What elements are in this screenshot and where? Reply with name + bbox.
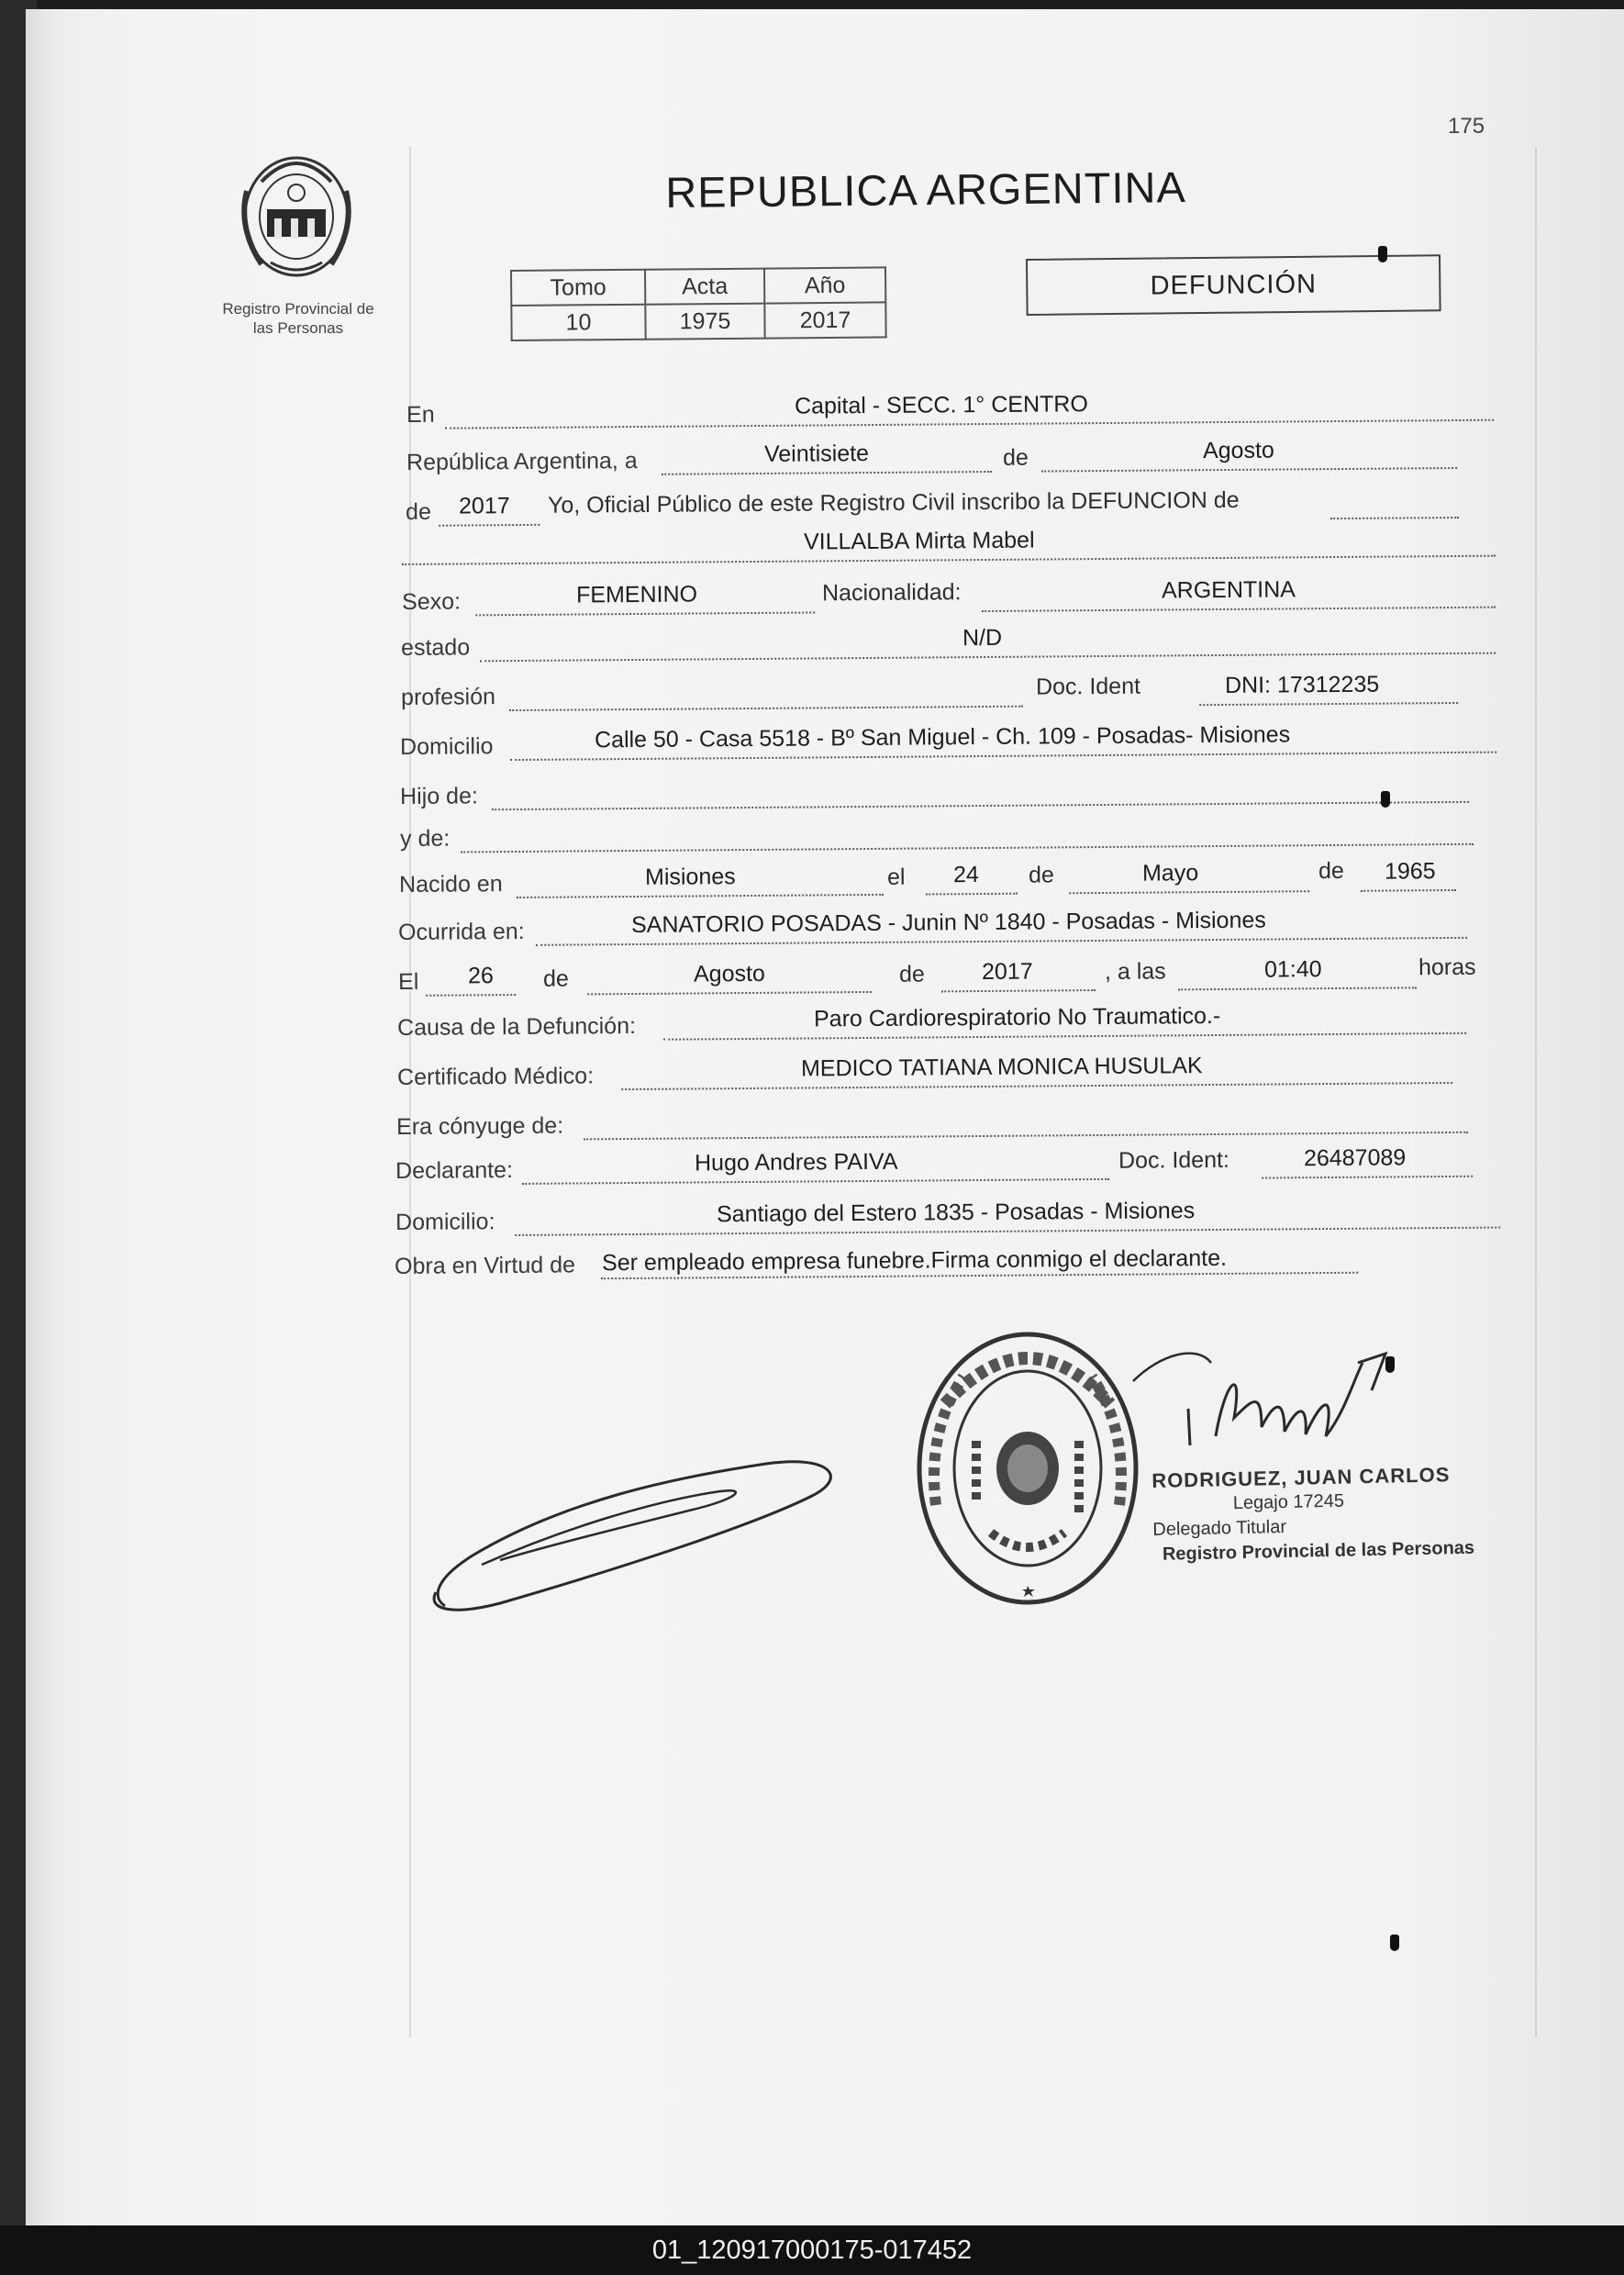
declarante-doc-value: 26487089 [1303,1144,1407,1172]
domicilio-value: Calle 50 - Casa 5518 - Bº San Miguel - Ch. 109 - Posadas- Misiones [594,721,1291,753]
year-de-label: de [406,498,432,525]
punch-mark [1378,246,1387,262]
document-title: REPUBLICA ARGENTINA [665,162,1187,217]
republica-day-value: Veintisiete [763,441,870,467]
table-row [511,302,885,340]
en-value: Capital - SECC. 1° CENTRO [794,391,1088,419]
estado-label: estado [401,634,471,661]
punch-mark [1385,1356,1395,1373]
registro-provincial-label [202,299,395,338]
nacido-dia-value: 24 [952,862,979,888]
conyuge-label: Era cónyuge de: [396,1112,564,1140]
conyuge-dotted-line [584,1106,1468,1141]
punch-mark [1390,1935,1399,1951]
profesion-doc-label: Doc. Ident [1035,673,1141,700]
ocurrida-label: Ocurrida en: [398,918,525,945]
causa-value: Paro Cardiorespiratorio No Traumatico.- [813,1002,1221,1032]
registro-line-2: las Personas [252,319,344,337]
republica-de-label: de [1002,444,1029,471]
y-de-label: y de: [400,825,450,852]
scan-code-footer: 01_120917000175-017452 [0,2225,1624,2275]
profesion-label: profesión [401,684,496,710]
profesion-doc-value: DNI: 17312235 [1224,671,1380,698]
el-label: El [398,968,419,995]
republica-label: República Argentina, a [406,448,638,475]
nacido-label: Nacido en [399,871,503,898]
registro-stamp-icon [908,1322,1147,1624]
nacido-de2-label: de [1318,857,1344,885]
punch-mark [1381,791,1390,808]
sexo-label: Sexo: [402,588,462,615]
nacido-el-label: el [886,864,906,890]
page-number: 175 [1448,114,1485,139]
nacionalidad-label: Nacionalidad: [821,579,962,607]
tomo-value: 10 [511,305,645,340]
republica-month-value: Agosto [1202,437,1274,464]
domicilio-label: Domicilio [400,733,494,760]
acta-value: 1975 [645,304,764,340]
provincial-crest-icon [234,145,359,281]
nacido-mes-value: Mayo [1141,860,1199,887]
anio-value: 2017 [764,302,885,338]
right-border-line [1535,147,1537,2037]
sexo-value: FEMENINO [575,581,698,608]
declarant-signature-icon [417,1427,849,1629]
el-hora-value: 01:40 [1263,956,1322,983]
tomo-acta-table [510,266,887,341]
declarante-label: Declarante: [395,1156,514,1184]
acta-header: Acta [645,269,764,305]
obra-label: Obra en Virtud de [395,1252,576,1279]
ocurrida-value: SANATORIO POSADAS - Junin Nº 1840 - Posadas - Misiones [630,907,1266,939]
year-value: 2017 [458,493,510,519]
certificado-value: MEDICO TATIANA MONICA HUSULAK [800,1053,1203,1082]
declarante-doc-label: Doc. Ident: [1118,1146,1230,1174]
year-statement-text: Yo, Oficial Público de este Registro Civil inscribo la DEFUNCION de [547,486,1240,519]
causa-label: Causa de la Defunción: [397,1012,637,1041]
el-dia-value: 26 [467,963,494,989]
el-anio-value: 2017 [981,958,1033,986]
nombre-value: VILLALBA Mirta Mabel [803,527,1035,555]
official-cargo: Delegado Titular [1152,1516,1287,1540]
tipo-acta-box: DEFUNCIÓN [1026,254,1441,316]
nacido-anio-value: 1965 [1384,858,1436,885]
official-signature-block [1151,1462,1474,1567]
nacionalidad-value: ARGENTINA [1161,576,1296,604]
declarante-value: Hugo Andres PAIVA [694,1148,898,1177]
year-trailing-dotted-line [1330,491,1459,519]
hijo-de-label: Hijo de: [400,783,478,809]
tomo-header: Tomo [511,270,645,306]
el-de1-label: de [542,965,570,992]
nacido-de1-label: de [1028,862,1054,888]
domicilio-declarante-value: Santiago del Estero 1835 - Posadas - Misiones [716,1198,1196,1228]
official-legajo: Legajo 17245 [1232,1490,1345,1514]
el-horas-label: horas [1418,953,1476,981]
certificado-label: Certificado Médico: [397,1063,595,1090]
anio-header: Año [764,267,885,303]
table-header-row [511,267,885,306]
profesion-dotted-line [509,680,1023,711]
el-mes-value: Agosto [693,960,766,987]
estado-value: N/D [962,624,1003,652]
domicilio-declarante-label: Domicilio: [395,1209,495,1235]
el-de2-label: de [898,961,925,987]
en-label: En [406,401,435,428]
nacido-lugar-value: Misiones [644,864,736,890]
official-name: RODRIGUEZ, JUAN CARLOS [1151,1463,1451,1492]
el-alas-label: , a las [1104,958,1166,985]
official-registro: Registro Provincial de las Personas [1162,1537,1475,1565]
obra-value: Ser empleado empresa funebre.Firma conmigo el declarante. [601,1244,1228,1277]
registro-line-1: Registro Provincial de [222,300,374,318]
